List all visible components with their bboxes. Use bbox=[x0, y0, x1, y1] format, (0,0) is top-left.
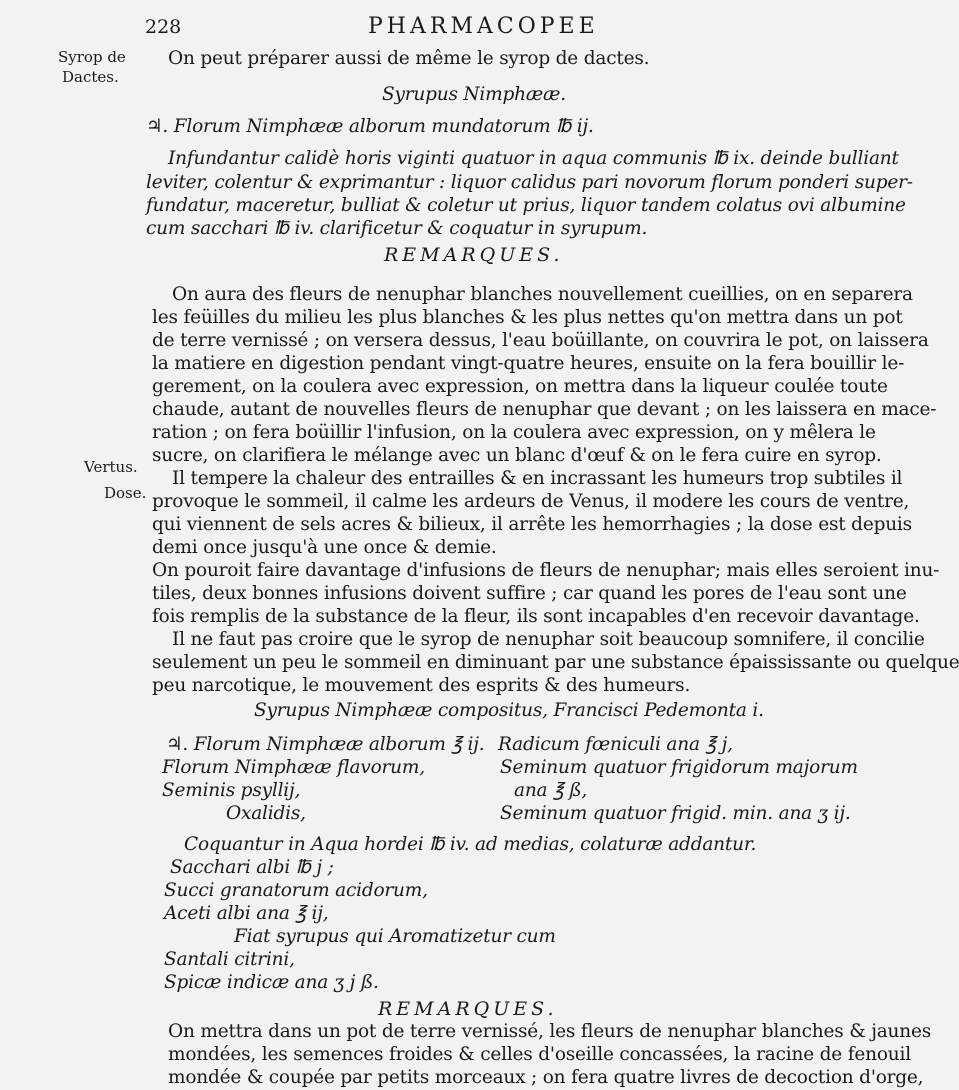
text-line: qui viennent de sels acres & bilieux, il arrête les hemorrhagies ; la dose est depuis bbox=[152, 514, 912, 535]
text-line: On peut préparer aussi de même le syrop de dactes. bbox=[168, 48, 650, 69]
recipe-line: Succi granatorum acidorum, bbox=[164, 880, 428, 901]
recipe-line: Coquantur in Aqua hordei ℔ iv. ad medias, colaturæ addantur. bbox=[184, 834, 757, 855]
text-line: On aura des fleurs de nenuphar blanches nouvellement cueillies, on en separera bbox=[172, 284, 913, 305]
text-line: leviter, colentur & exprimantur : liquor calidus pari novorum florum ponderi super- bbox=[146, 172, 913, 193]
recipe-line: Spicæ indicæ ana ʒ j ß. bbox=[164, 972, 379, 993]
recipe-line: Radicum fœniculi ana ℥ j, bbox=[498, 734, 733, 755]
text-line: demi once jusqu'à une once & demie. bbox=[152, 537, 497, 558]
text-line: les feüilles du milieu les plus blanches & les plus nettes qu'on mettra dans un pot bbox=[152, 307, 903, 328]
margin-note-syrop-de: Syrop de bbox=[58, 48, 126, 66]
text-line: gerement, on la coulera avec expression, on mettra dans la liqueur coulée toute bbox=[152, 376, 888, 397]
text-line: de terre vernissé ; on versera dessus, l'eau boüillante, on couvrira le pot, on laissera bbox=[152, 330, 929, 351]
text-line: tiles, deux bonnes infusions doivent suffire ; car quand les pores de l'eau sont une bbox=[152, 583, 907, 604]
text-line: chaude, autant de nouvelles fleurs de nenuphar que devant ; on les laissera en mace- bbox=[152, 399, 937, 420]
recipe-line: Florum Nimphææ flavorum, bbox=[162, 757, 425, 778]
text-line: sucre, on clarifiera le mélange avec un blanc d'œuf & on le fera cuire en syrop. bbox=[152, 445, 882, 466]
recipe-line: Aceti albi ana ℥ ij, bbox=[164, 903, 329, 924]
recipe-line: Seminum quatuor frigid. min. ana ʒ ij. bbox=[500, 803, 851, 824]
text-line: fois remplis de la substance de la fleur, ils sont incapables d'en recevoir davantage. bbox=[152, 606, 920, 627]
text-line: provoque le sommeil, il calme les ardeurs de Venus, il modere les cours de ventre, bbox=[152, 491, 910, 512]
recipe-line: ana ℥ ß, bbox=[514, 780, 588, 801]
text-line: mondées, les semences froides & celles d'oseille concassées, la racine de fenouil bbox=[168, 1044, 911, 1065]
text-line: Il tempere la chaleur des entrailles & en incrassant les humeurs trop subtiles il bbox=[172, 468, 903, 489]
running-title: PHARMACOPEE bbox=[368, 14, 599, 39]
text-line: ration ; on fera boüillir l'infusion, on la coulera avec expression, on y mêlera le bbox=[152, 422, 876, 443]
section-heading: REMARQUES. bbox=[384, 244, 564, 266]
recipe-line: Seminum quatuor frigidorum majorum bbox=[500, 757, 858, 778]
recipe-line: Oxalidis, bbox=[226, 803, 306, 824]
text-line: la matiere en digestion pendant vingt-quatre heures, ensuite on la fera bouillir le- bbox=[152, 353, 905, 374]
section-heading: REMARQUES. bbox=[378, 998, 558, 1020]
section-title: Syrupus Nimphææ. bbox=[382, 84, 566, 105]
text-line: cum sacchari ℔ iv. clarificetur & coquatur in syrupum. bbox=[146, 218, 648, 239]
text-line: Il ne faut pas croire que le syrop de nenuphar soit beaucoup somnifere, il concilie bbox=[172, 629, 925, 650]
margin-note-dactes: Dactes. bbox=[62, 68, 119, 86]
text-line: Infundantur calidè horis viginti quatuor in aqua communis ℔ ix. deinde bulliant bbox=[168, 148, 899, 169]
margin-note-dose: Dose. bbox=[104, 484, 147, 502]
recipe-line: ♃. Florum Nimphææ alborum ℥ ij. bbox=[166, 734, 485, 755]
text-line: On mettra dans un pot de terre vernissé, les fleurs de nenuphar blanches & jaunes bbox=[168, 1021, 932, 1042]
recipe-line: Seminis psyllij, bbox=[162, 780, 301, 801]
text-line: seulement un peu le sommeil en diminuant par une substance épaississante ou quelque bbox=[152, 652, 959, 673]
text-line: mondée & coupée par petits morceaux ; on fera quatre livres de decoction d'orge, bbox=[168, 1067, 924, 1088]
recipe-line: Fiat syrupus qui Aromatizetur cum bbox=[234, 926, 556, 947]
text-line: fundatur, maceretur, bulliat & coletur ut prius, liquor tandem colatus ovi albumine bbox=[146, 195, 906, 216]
recipe-line: ♃. Florum Nimphææ alborum mundatorum ℔ ij. bbox=[146, 116, 594, 137]
text-line: peu narcotique, le mouvement des esprits & des humeurs. bbox=[152, 675, 691, 696]
margin-note-vertus: Vertus. bbox=[84, 458, 138, 476]
page-number: 228 bbox=[145, 16, 182, 38]
section-title: Syrupus Nimphææ compositus, Francisci Pedemonta i. bbox=[254, 700, 764, 721]
text-line: On pouroit faire davantage d'infusions de fleurs de nenuphar; mais elles seroient inu- bbox=[152, 560, 940, 581]
recipe-line: Sacchari albi ℔ j ; bbox=[170, 857, 334, 878]
recipe-line: Santali citrini, bbox=[164, 949, 295, 970]
